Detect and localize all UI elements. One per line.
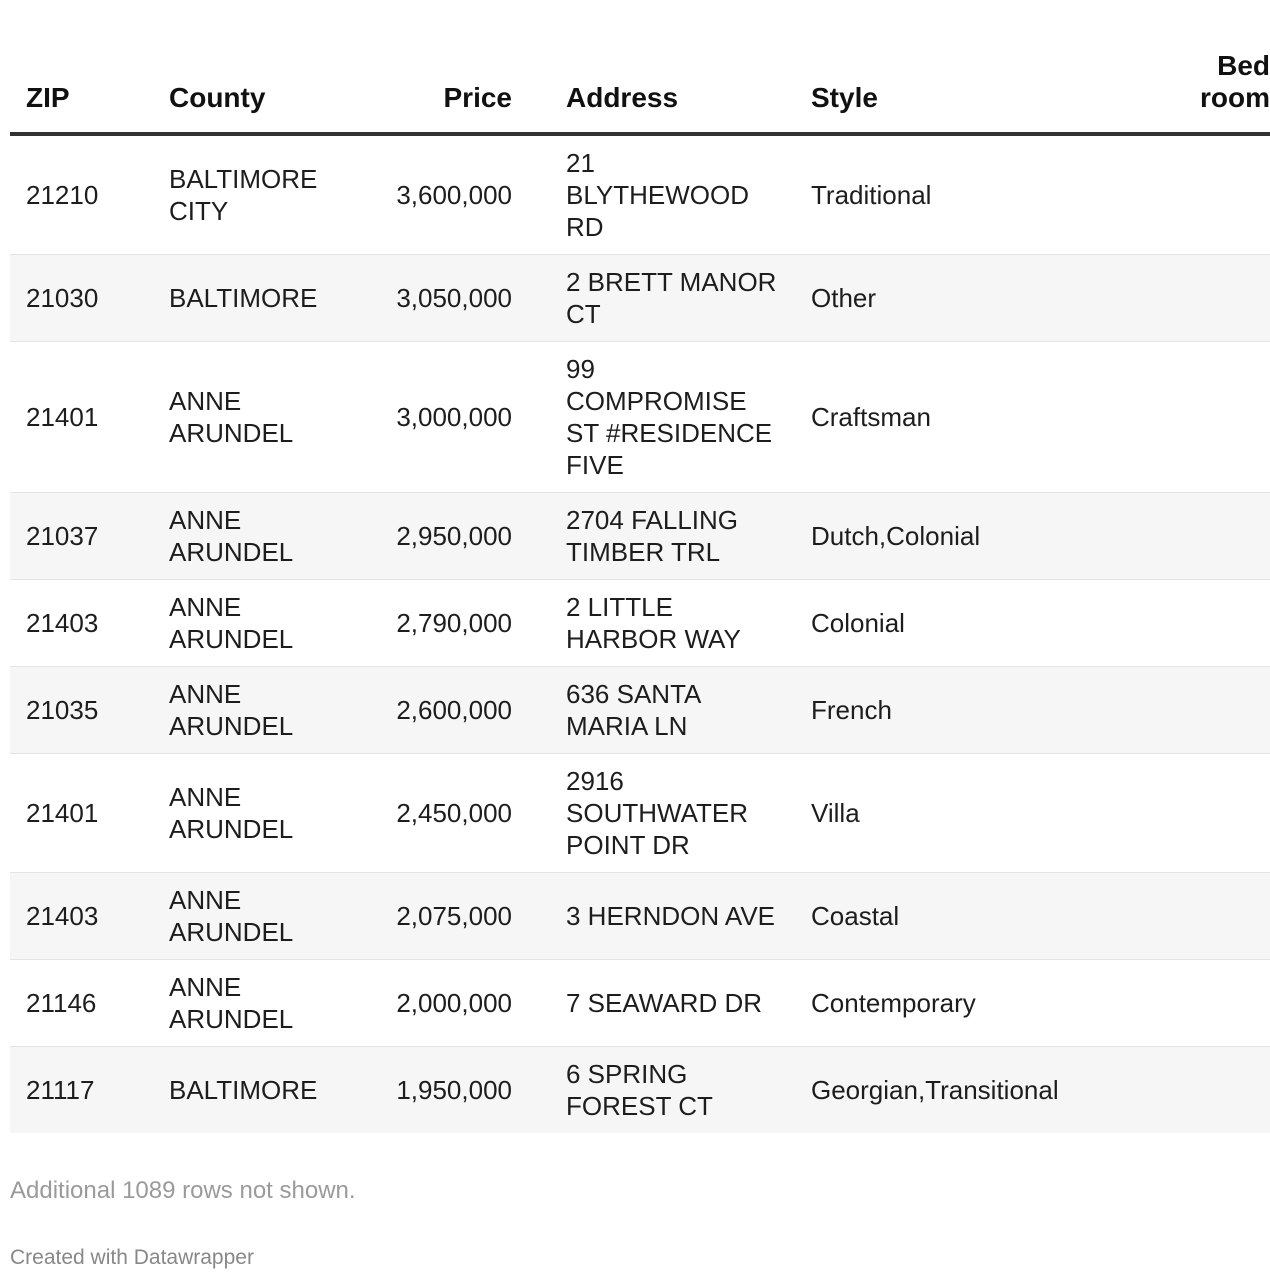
- cell-address: 2 LITTLE HARBOR WAY: [550, 580, 795, 667]
- table-header: [10, 0, 1270, 134]
- table-row: [10, 580, 1270, 667]
- cell-county: ANNE ARUNDEL: [153, 873, 334, 960]
- cell-bedrooms: [1095, 493, 1270, 580]
- cell-style: Contemporary: [795, 960, 1095, 1047]
- cell-price: 3,000,000: [334, 342, 550, 493]
- cell-price: 3,050,000: [334, 255, 550, 342]
- cell-bedrooms: [1095, 667, 1270, 754]
- cell-address: 3 HERNDON AVE: [550, 873, 795, 960]
- cell-address: 99 COMPROMISE ST #RESIDENCE FIVE: [550, 342, 795, 493]
- cell-county: BALTIMORE CITY: [153, 134, 334, 255]
- bedrooms-header-line-1: Bed: [1217, 50, 1270, 81]
- cell-bedrooms: [1095, 134, 1270, 255]
- table-row: [10, 493, 1270, 580]
- column-header-address[interactable]: Address: [550, 0, 795, 134]
- datawrapper-credit-link[interactable]: Created with Datawrapper: [10, 1246, 254, 1269]
- cell-address: 2916 SOUTHWATER POINT DR: [550, 754, 795, 873]
- cell-price: 2,950,000: [334, 493, 550, 580]
- table-row: [10, 873, 1270, 960]
- data-table-container: [10, 0, 1270, 1133]
- cell-bedrooms: [1095, 580, 1270, 667]
- cell-zip: 21035: [10, 667, 153, 754]
- cell-zip: 21210: [10, 134, 153, 255]
- cell-style: French: [795, 667, 1095, 754]
- table-row: [10, 1047, 1270, 1134]
- cell-price: 2,075,000: [334, 873, 550, 960]
- cell-zip: 21037: [10, 493, 153, 580]
- cell-price: 1,950,000: [334, 1047, 550, 1134]
- cell-zip: 21146: [10, 960, 153, 1047]
- column-header-style[interactable]: Style: [795, 0, 1095, 134]
- cell-county: BALTIMORE: [153, 1047, 334, 1134]
- cell-address: 2704 FALLING TIMBER TRL: [550, 493, 795, 580]
- cell-zip: 21403: [10, 873, 153, 960]
- cell-county: ANNE ARUNDEL: [153, 667, 334, 754]
- column-header-bedrooms[interactable]: [1095, 0, 1270, 134]
- cell-address: 2 BRETT MANOR CT: [550, 255, 795, 342]
- cell-bedrooms: [1095, 960, 1270, 1047]
- table-row: [10, 667, 1270, 754]
- cell-style: Craftsman: [795, 342, 1095, 493]
- header-row: [10, 0, 1270, 134]
- cell-style: Coastal: [795, 873, 1095, 960]
- cell-style: Villa: [795, 754, 1095, 873]
- cell-bedrooms: [1095, 1047, 1270, 1134]
- table-notes: Additional 1089 rows not shown.: [10, 1177, 356, 1204]
- cell-zip: 21401: [10, 342, 153, 493]
- cell-address: 6 SPRING FOREST CT: [550, 1047, 795, 1134]
- table-row: [10, 754, 1270, 873]
- cell-address: 7 SEAWARD DR: [550, 960, 795, 1047]
- bedrooms-header-line-2: room: [1200, 82, 1270, 113]
- cell-zip: 21030: [10, 255, 153, 342]
- cell-bedrooms: [1095, 342, 1270, 493]
- cell-price: 2,790,000: [334, 580, 550, 667]
- column-header-price[interactable]: Price: [334, 0, 550, 134]
- table-row: [10, 960, 1270, 1047]
- cell-address: 21 BLYTHEWOOD RD: [550, 134, 795, 255]
- cell-county: ANNE ARUNDEL: [153, 754, 334, 873]
- cell-bedrooms: [1095, 754, 1270, 873]
- data-table: [10, 0, 1270, 1133]
- column-header-zip[interactable]: ZIP: [10, 0, 153, 134]
- cell-style: Colonial: [795, 580, 1095, 667]
- cell-zip: 21117: [10, 1047, 153, 1134]
- cell-county: ANNE ARUNDEL: [153, 493, 334, 580]
- table-row: [10, 255, 1270, 342]
- column-header-county[interactable]: County: [153, 0, 334, 134]
- cell-zip: 21401: [10, 754, 153, 873]
- cell-county: BALTIMORE: [153, 255, 334, 342]
- cell-style: Dutch,Colonial: [795, 493, 1095, 580]
- table-body: [10, 134, 1270, 1133]
- cell-style: Other: [795, 255, 1095, 342]
- cell-zip: 21403: [10, 580, 153, 667]
- cell-price: 2,450,000: [334, 754, 550, 873]
- cell-bedrooms: [1095, 255, 1270, 342]
- table-row: [10, 342, 1270, 493]
- cell-county: ANNE ARUNDEL: [153, 580, 334, 667]
- cell-bedrooms: [1095, 873, 1270, 960]
- cell-style: Georgian,Transitional: [795, 1047, 1095, 1134]
- cell-price: 2,000,000: [334, 960, 550, 1047]
- cell-address: 636 SANTA MARIA LN: [550, 667, 795, 754]
- table-row: [10, 134, 1270, 255]
- cell-price: 2,600,000: [334, 667, 550, 754]
- cell-county: ANNE ARUNDEL: [153, 342, 334, 493]
- cell-price: 3,600,000: [334, 134, 550, 255]
- cell-style: Traditional: [795, 134, 1095, 255]
- cell-county: ANNE ARUNDEL: [153, 960, 334, 1047]
